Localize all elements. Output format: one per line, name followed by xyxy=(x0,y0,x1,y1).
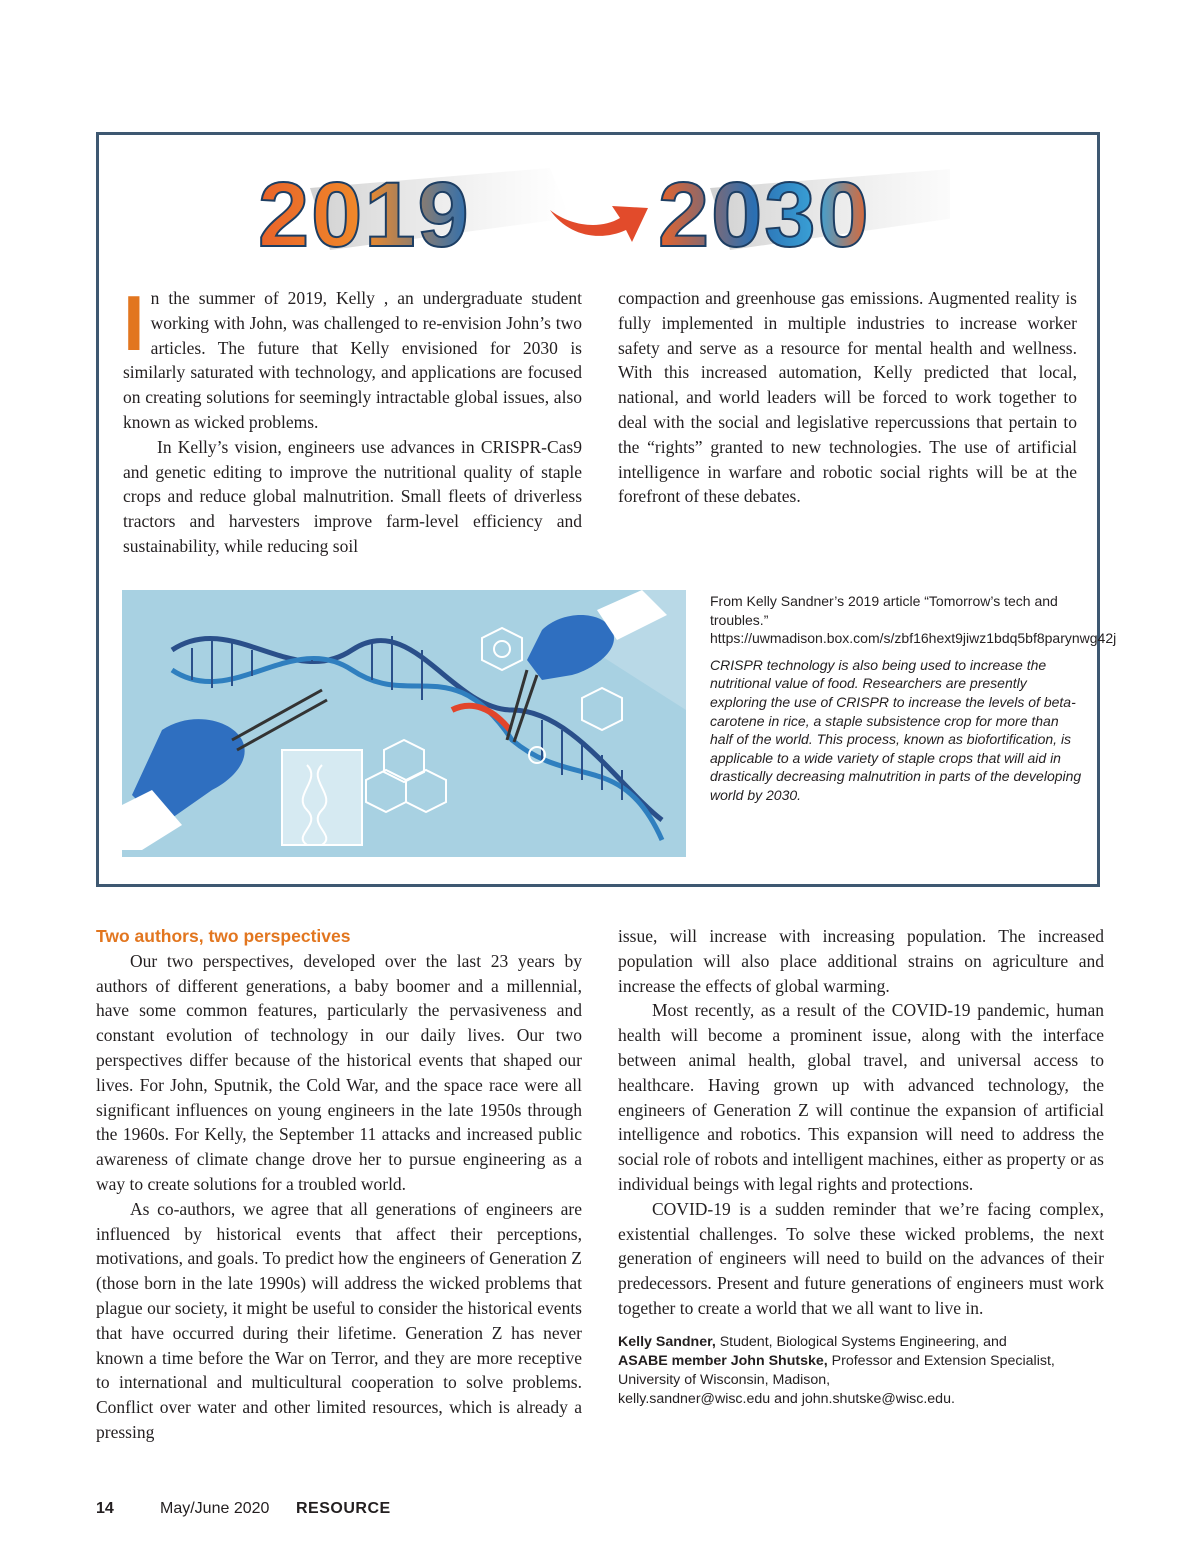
illustration-caption xyxy=(710,592,1117,805)
sidebar-left-column xyxy=(123,279,582,559)
page-number: 14 xyxy=(96,1500,114,1517)
author-role-1: Student, Biological Systems Engineering, and xyxy=(715,1333,1007,1350)
banner-2019-2030 xyxy=(250,158,950,268)
article-right-column xyxy=(618,924,1104,1409)
caption-text: CRISPR technology is also being used to increase the nutritional value of food. Researchers are presently exploring the use of CRISPR to increase the levels of beta-carotene in rice, a staple subsistence crop for more than half of the world. This process, known as biofortification, is applicable to a wide variety of staple crops that will aid in drastically decreasing malnutrition in parts of the developing world by 2030. xyxy=(710,656,1082,803)
author-emails: kelly.sandner@wisc.edu and john.shutske@wisc.edu. xyxy=(618,1390,955,1407)
caption-source: From Kelly Sandner’s 2019 article “Tomorrow’s tech and troubles.” https://uwmadison.box.com/s/zbf16hext9jiwz1bdq5bf8parynwg42j xyxy=(710,593,1117,647)
page-footer xyxy=(96,1497,391,1521)
year-2030: 2030 xyxy=(658,164,871,266)
sidebar-paragraph-3: compaction and greenhouse gas emissions. Augmented reality is fully implemented in multiple industries to increase worker safety and serve as a resource for mental health and wellness. With this increased automation, Kelly predicted that local, national, and world leaders will be forced to work together to deal with the social and legislative repercussions that pertain to the “rights” granted to new technologies. The use of artificial intelligence in warfare and robotic social rights will be at the forefront of these debates. xyxy=(618,288,1077,507)
article-paragraph-1: Our two perspectives, developed over the last 23 years by authors of different generations, a baby boomer and a millennial, have some common features, particularly the pervasiveness and constant evolution of technology in our daily lives. Our two perspectives differ because of the historical events that shaped our lives. For John, Sputnik, the Cold War, and the space race were all significant influences on young engineers in the late 1950s through the 1960s. For Kelly, the September 11 attacks and increased public awareness of climate change drove her to pursue engineering as a way to create solutions for a troubled world. xyxy=(96,950,582,1194)
crispr-illustration xyxy=(122,590,686,857)
magazine-title: RESOURCE xyxy=(296,1500,391,1517)
author-role-2: Professor and Extension Specialist, University of Wisconsin, Madison, xyxy=(618,1352,1055,1388)
article-paragraph-4: Most recently, as a result of the COVID-19 pandemic, human health will become a prominent issue, along with the interface between animal health, global travel, and universal access to healthcare. Having grown up with advanced technology, the engineers of Generation Z will continue the expansion of artificial intelligence and robotics. This expansion will need to address the social role of robots and intelligent machines, either as property or as individual beings with legal rights and protections. xyxy=(618,1000,1104,1194)
author-name-1: Kelly Sandner, xyxy=(618,1333,716,1350)
sidebar-paragraph-1-text: n the summer of 2019, Kelly , an undergraduate student working with John, was challenged to re-envision John’s two articles. The future that Kelly envisioned for 2030 is similarly saturated with technology, and applications are focused on creating solutions for seemingly intractable global issues, also known as wicked problems. xyxy=(123,288,582,432)
issue-date: May/June 2020 xyxy=(160,1500,270,1517)
sidebar-paragraph-1 xyxy=(123,279,582,435)
year-2019: 2019 xyxy=(258,164,471,266)
drop-cap: I xyxy=(123,279,145,367)
author-bio xyxy=(618,1333,1104,1409)
author-name-2: ASABE member John Shutske, xyxy=(618,1352,828,1369)
article-paragraph-2: As co-authors, we agree that all generations of engineers are influenced by historical events that affect their perceptions, motivations, and goals. To predict how the engineers of Generation Z (those born in the late 1990s) will address the wicked problems that plague our society, it might be useful to consider the historical events that have occurred during their lifetime. Generation Z has never known a time before the War on Terror, and they are more receptive to international and multicultural cooperation to solve problems. Conflict over water and other limited resources, which is already a pressing xyxy=(96,1198,582,1442)
article-paragraph-5: COVID-19 is a sudden reminder that we’re facing complex, existential challenges. To solve these wicked problems, the next generation of engineers will need to build on the advances of their predecessors. Present and future generations of engineers must work together to create a world that we all want to live in. xyxy=(618,1198,1104,1318)
sidebar-right-column xyxy=(618,286,1077,509)
section-subhead: Two authors, two perspectives xyxy=(96,926,351,946)
article-left-column xyxy=(96,924,582,1445)
sidebar-paragraph-2: In Kelly’s vision, engineers use advances in CRISPR-Cas9 and genetic editing to improve the nutritional quality of staple crops and reduce global malnutrition. Small fleets of driverless tractors and harvesters improve farm-level efficiency and sustainability, while reducing soil xyxy=(123,436,582,556)
article-paragraph-3: issue, will increase with increasing population. The increased population will also place additional strains on agriculture and increase the effects of global warming. xyxy=(618,926,1104,996)
